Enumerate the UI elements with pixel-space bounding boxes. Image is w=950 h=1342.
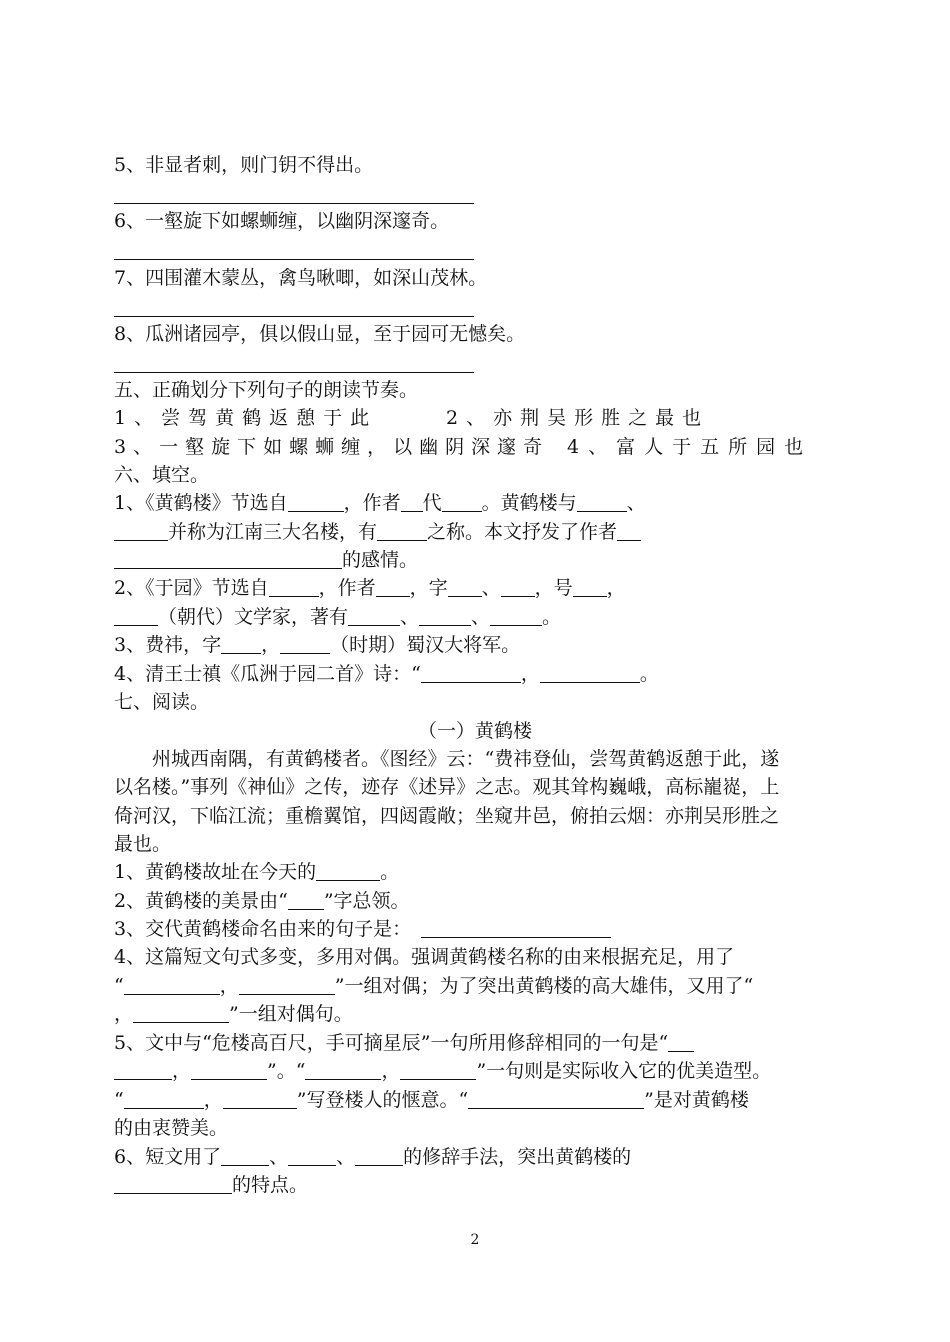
page-number: 2 bbox=[470, 1232, 480, 1248]
blank[interactable] bbox=[133, 1004, 229, 1023]
blank[interactable] bbox=[421, 664, 521, 683]
blank[interactable] bbox=[114, 1175, 232, 1194]
blank[interactable] bbox=[401, 493, 423, 512]
blank[interactable] bbox=[668, 1033, 694, 1052]
blank[interactable] bbox=[223, 1090, 297, 1109]
q4-item-6: 6、一壑旋下如螺蛳缠，以幽阴深邃奇。 bbox=[114, 210, 450, 232]
rhythm-item-3: 3、一壑旋下如螺蛳缠，以幽阴深邃奇 bbox=[114, 436, 550, 458]
q4-item-5: 5、非显者刺，则门钥不得出。 bbox=[114, 154, 374, 176]
blank[interactable] bbox=[221, 635, 261, 654]
blank[interactable] bbox=[288, 891, 324, 910]
answer-line bbox=[114, 316, 474, 317]
blank[interactable] bbox=[288, 1147, 336, 1166]
section-7-title: 七、阅读。 bbox=[114, 691, 210, 713]
blank[interactable] bbox=[191, 1061, 267, 1080]
blank[interactable] bbox=[114, 550, 342, 569]
fill-line-3: 的感情。 bbox=[114, 547, 418, 573]
blank[interactable] bbox=[316, 862, 380, 881]
fill-line-6: 3、费祎，字 ， （时期）蜀汉大将军。 bbox=[114, 634, 521, 656]
reading-q5-line2: ， ”。“ ， ”一句则是实际收入它的优美造型。 bbox=[114, 1058, 771, 1084]
blank[interactable] bbox=[468, 1090, 644, 1109]
blank[interactable] bbox=[348, 607, 400, 626]
q4-item-8: 8、瓜洲诸园亭，俱以假山显，至于园可无憾矣。 bbox=[114, 323, 526, 345]
blank[interactable] bbox=[114, 607, 158, 626]
blank[interactable] bbox=[419, 607, 471, 626]
reading-q4-line2: “ ， ”一组对偶；为了突出黄鹤楼的高大雄伟，又用了“ bbox=[114, 975, 754, 997]
blank[interactable] bbox=[501, 578, 535, 597]
rhythm-item-2: 2、亦荆吴形胜之最也 bbox=[446, 407, 710, 429]
blank[interactable] bbox=[239, 976, 335, 995]
blank[interactable] bbox=[114, 522, 168, 541]
reading-q2: 2、黄鹤楼的美景由“ ”字总领。 bbox=[114, 890, 410, 912]
fill-line-1: 1、《黄鹤楼》节选自 ，作者 代 。黄鹤楼与 、 bbox=[114, 492, 646, 514]
blank[interactable] bbox=[124, 1090, 204, 1109]
blank[interactable] bbox=[442, 493, 482, 512]
blank[interactable] bbox=[421, 919, 611, 938]
blank[interactable] bbox=[221, 1147, 269, 1166]
blank[interactable] bbox=[400, 1061, 476, 1080]
answer-line bbox=[114, 372, 474, 373]
blank[interactable] bbox=[124, 976, 220, 995]
reading-title: （一）黄鹤楼 bbox=[417, 720, 532, 742]
fill-line-7: 4、清王士禛《瓜洲于园二首》诗：“ ， 。 bbox=[114, 663, 659, 685]
answer-line bbox=[114, 259, 474, 260]
blank[interactable] bbox=[377, 522, 427, 541]
blank[interactable] bbox=[305, 1061, 381, 1080]
reading-paragraph-line: 倚河汉，下临江流；重檐翼馆，四闼霞敞；坐窥井邑，俯拍云烟：亦荆吴形胜之 bbox=[114, 805, 780, 827]
section-6-title: 六、填空。 bbox=[114, 464, 210, 486]
reading-q3: 3、交代黄鹤楼命名由来的句子是： bbox=[114, 916, 611, 942]
blank[interactable] bbox=[577, 493, 627, 512]
blank[interactable] bbox=[448, 578, 482, 597]
reading-q4-line1: 4、这篇短文句式多变，多用对偶。强调黄鹤楼名称的由来根据充足，用了 bbox=[114, 946, 735, 968]
rhythm-item-4: 4、富人于五所园也 bbox=[567, 436, 813, 458]
answer-line bbox=[114, 203, 474, 204]
blank[interactable] bbox=[540, 664, 640, 683]
reading-q5-line4: 的由衷赞美。 bbox=[114, 1117, 229, 1139]
blank[interactable] bbox=[269, 578, 319, 597]
reading-q6-line1: 6、短文用了 、 、 的修辞手法，突出黄鹤楼的 bbox=[114, 1146, 632, 1168]
blank[interactable] bbox=[617, 522, 641, 541]
blank[interactable] bbox=[280, 635, 330, 654]
blank[interactable] bbox=[376, 578, 410, 597]
fill-line-4: 2、《于园》节选自 ，作者 ，字 、 ，号 ， bbox=[114, 577, 626, 599]
blank[interactable] bbox=[573, 578, 607, 597]
reading-q4-line3: ， ”一组对偶句。 bbox=[114, 1003, 353, 1025]
fill-line-5: （朝代）文学家，著有 、 、 。 bbox=[114, 604, 561, 630]
section-5-title: 五、正确划分下列句子的朗读节奏。 bbox=[114, 379, 419, 401]
blank[interactable] bbox=[490, 607, 542, 626]
reading-paragraph-line: 最也。 bbox=[114, 833, 172, 855]
fill-line-2: 并称为江南三大名楼，有 之称。本文抒发了作者 bbox=[114, 519, 641, 545]
rhythm-item-1: 1、尝驾黄鹤返憩于此 bbox=[114, 407, 378, 429]
reading-paragraph-line: 州城西南隅，有黄鹤楼者。《图经》云：“费祎登仙，尝驾黄鹤返憩于此，遂 bbox=[152, 748, 780, 770]
blank[interactable] bbox=[114, 1061, 172, 1080]
reading-q6-line2: 的特点。 bbox=[114, 1172, 308, 1198]
blank[interactable] bbox=[355, 1147, 403, 1166]
reading-paragraph-line: 以名楼。”事列《神仙》之传，迹存《述异》之志。观其耸构巍峨，高标巃嵸，上 bbox=[114, 776, 780, 798]
reading-q5-line3: “ ， ”写登楼人的惬意。“ ”是对黄鹤楼 bbox=[114, 1089, 749, 1111]
blank[interactable] bbox=[288, 493, 344, 512]
q4-item-7: 7、四围灌木蒙丛，禽鸟啾唧，如深山茂林。 bbox=[114, 267, 488, 289]
reading-q1: 1、黄鹤楼故址在今天的 。 bbox=[114, 861, 400, 883]
reading-q5-line1: 5、文中与“危楼高百尺，手可摘星辰”一句所用修辞相同的一句是“ bbox=[114, 1030, 694, 1056]
